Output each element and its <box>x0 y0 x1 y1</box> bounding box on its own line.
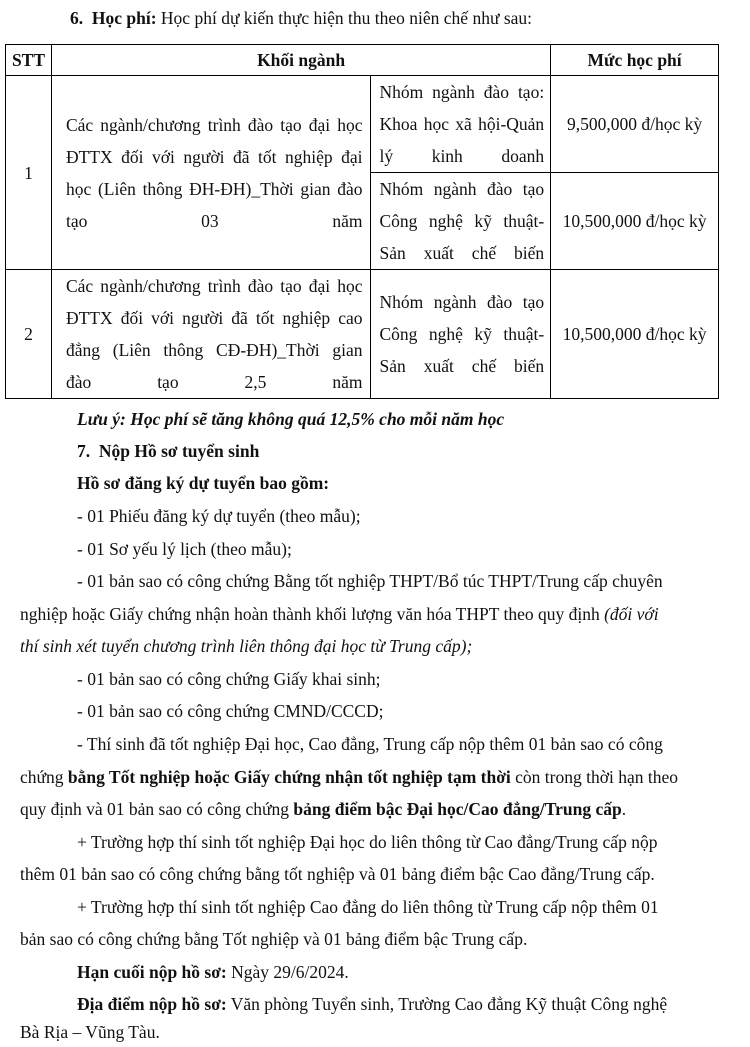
row1-group1-fee: 9,500,000 đ/học kỳ <box>551 76 719 173</box>
deadline <box>77 961 349 983</box>
row2-group1-fee: 10,500,000 đ/học kỳ <box>551 270 719 399</box>
row1-group1 <box>371 76 551 173</box>
case-item-continuation: bản sao có công chứng bằng Tốt nghiệp và 01 bảng điểm bậc Trung cấp. <box>20 929 528 949</box>
section6-title: Học phí: <box>91 8 157 28</box>
row1-group2-fee: 10,500,000 đ/học kỳ <box>551 173 719 270</box>
item6-line3-bold: bảng điểm bậc Đại học/Cao đẳng/Trung cấp <box>293 799 622 819</box>
section6-number: 6. <box>70 8 84 28</box>
table-header-row <box>6 45 719 76</box>
row1-group2-line1: Nhóm ngành đào tạo <box>379 179 545 199</box>
item6-line2-bold: bằng Tốt nghiệp hoặc Giấy chứng nhận tốt nghiệp tạm thời <box>67 767 511 787</box>
row1-program-line1: Các ngành/chương trình đào tạo đại học <box>65 114 363 135</box>
section7-heading <box>77 440 259 462</box>
table-row <box>6 76 719 173</box>
tuition-note: Lưu ý: Học phí sẽ tăng không quá 12,5% cho mỗi năm học <box>77 409 505 429</box>
place-value-line1: Văn phòng Tuyển sinh, Trường Cao đẳng Kỹ thuật Công nghệ <box>226 994 668 1014</box>
row2-program-line2: ĐTTX đối với người đã tốt nghiệp cao <box>65 308 363 328</box>
row2-group1-line1: Nhóm ngành đào tạo <box>379 292 545 312</box>
row2-stt: 2 <box>6 270 52 399</box>
section7-title: Nộp Hồ sơ tuyển sinh <box>98 441 260 461</box>
list-item: - 01 bản sao có công chứng Giấy khai sinh; <box>77 669 381 689</box>
row1-group2-line2: Công nghệ kỹ thuật- <box>379 211 545 231</box>
header-muc-hoc-phi: Mức học phí <box>551 45 719 76</box>
case-item-continuation: thêm 01 bản sao có công chứng bằng tốt nghiệp và 01 bảng điểm bậc Cao đẳng/Trung cấp. <box>20 864 655 884</box>
header-khoi-nganh: Khối ngành <box>51 45 550 76</box>
list-item: - 01 bản sao có công chứng Bằng tốt nghiệp THPT/Bổ túc THPT/Trung cấp chuyên <box>77 571 663 591</box>
place-label: Địa điểm nộp hồ sơ: <box>77 994 227 1014</box>
list-item-continuation <box>20 766 678 788</box>
row1-stt: 1 <box>6 76 52 270</box>
case-item: + Trường hợp thí sinh tốt nghiệp Đại học do liên thông từ Cao đẳng/Trung cấp nộp <box>77 832 658 852</box>
row1-program-line3: học (Liên thông ĐH-ĐH)_Thời gian đào <box>65 178 363 199</box>
list-item-continuation <box>20 603 659 625</box>
list-item: - 01 bản sao có công chứng CMND/CCCD; <box>77 701 384 721</box>
row2-group1 <box>371 270 551 399</box>
case-item: + Trường hợp thí sinh tốt nghiệp Cao đẳng do liên thông từ Trung cấp nộp thêm 01 <box>77 897 659 917</box>
list-item-continuation <box>20 798 626 820</box>
list-item: - Thí sinh đã tốt nghiệp Đại học, Cao đẳng, Trung cấp nộp thêm 01 bản sao có công <box>77 734 663 754</box>
row1-program-line4: tạo 03 năm <box>65 210 363 231</box>
row2-program-line4: đào tạo 2,5 năm <box>65 372 363 392</box>
section6-text: Học phí dự kiến thực hiện thu theo niên chế như sau: <box>160 8 533 28</box>
row1-group2-line3: Sản xuất chế biến <box>379 243 545 263</box>
row1-group1-line3: lý kinh doanh <box>379 146 545 166</box>
row2-program-line3: đẳng (Liên thông CĐ-ĐH)_Thời gian <box>65 340 363 360</box>
tuition-table <box>5 44 719 399</box>
row2-group1-line2: Công nghệ kỹ thuật- <box>379 324 545 344</box>
row1-program-line2: ĐTTX đối với người đã tốt nghiệp đại <box>65 146 363 167</box>
row2-group1-line3: Sản xuất chế biến <box>379 356 545 376</box>
section6-heading <box>70 7 532 29</box>
place-value-line2: Bà Rịa – Vũng Tàu. <box>20 1022 160 1042</box>
submission-place <box>77 993 667 1015</box>
item3-line2-italic: (đối với <box>604 604 659 624</box>
item6-line3-a: quy định và 01 bản sao có công chứng <box>20 799 294 819</box>
item3-line3-italic: thí sinh xét tuyển chương trình liên thông đại học từ Trung cấp); <box>20 636 473 656</box>
row2-program <box>51 270 371 399</box>
deadline-label: Hạn cuối nộp hồ sơ: <box>77 962 227 982</box>
row2-program-line1: Các ngành/chương trình đào tạo đại học <box>65 276 363 296</box>
section7-subtitle: Hồ sơ đăng ký dự tuyển bao gồm: <box>77 473 330 493</box>
row1-group1-line2: Khoa học xã hội-Quản <box>379 114 545 134</box>
item3-line2-text: nghiệp hoặc Giấy chứng nhận hoàn thành khối lượng văn hóa THPT theo quy định <box>20 604 605 624</box>
section7-number: 7. <box>77 441 91 461</box>
item6-line2-a: chứng <box>20 767 68 787</box>
header-stt: STT <box>6 45 52 76</box>
item6-line3-c: . <box>621 799 627 819</box>
list-item: - 01 Sơ yếu lý lịch (theo mẫu); <box>77 539 292 559</box>
list-item: - 01 Phiếu đăng ký dự tuyển (theo mẫu); <box>77 506 361 526</box>
deadline-value: Ngày 29/6/2024. <box>226 962 349 982</box>
table-row <box>6 270 719 399</box>
item6-line2-c: còn trong thời hạn theo <box>510 767 678 787</box>
row1-group2 <box>371 173 551 270</box>
row1-group1-line1: Nhóm ngành đào tạo: <box>379 82 545 102</box>
row1-program <box>51 76 371 270</box>
